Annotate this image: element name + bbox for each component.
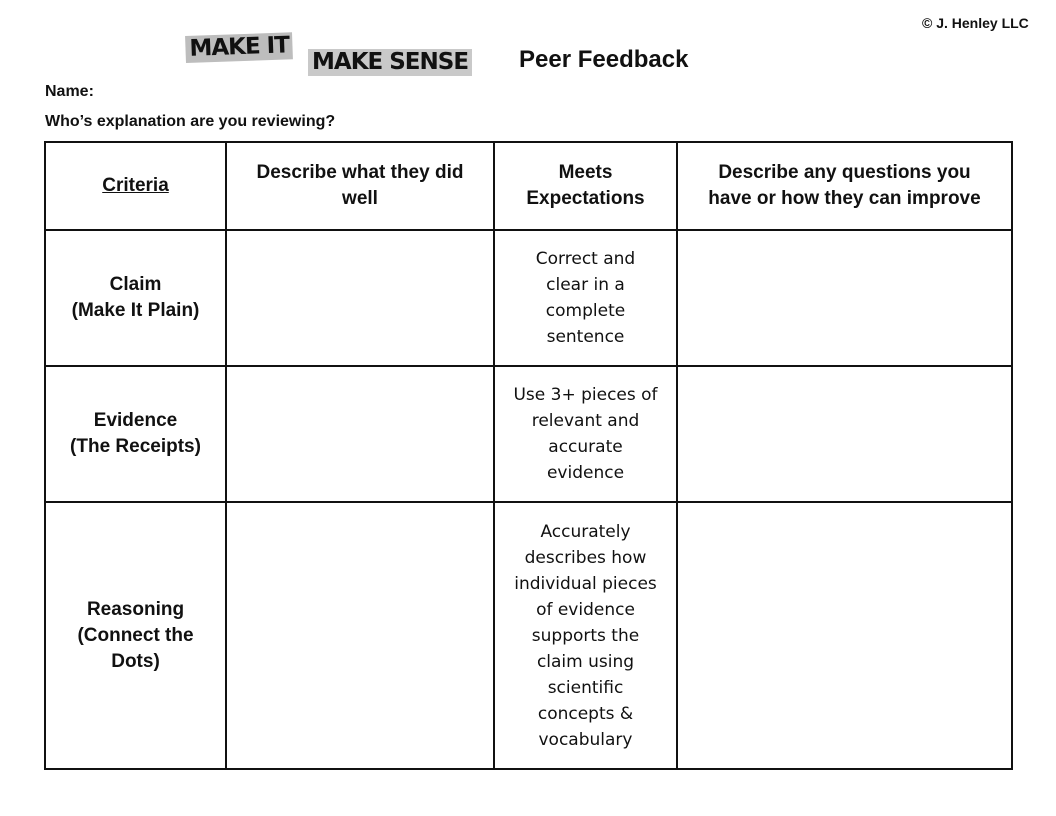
expectation-claim: Correct and clear in a complete sentence [494, 230, 677, 366]
improve-cell-evidence[interactable] [677, 366, 1012, 502]
header-criteria [45, 142, 226, 230]
feedback-rubric-table [44, 141, 1013, 770]
table-row-reasoning [45, 502, 1012, 769]
table-header-row [45, 142, 1012, 230]
improve-cell-reasoning[interactable] [677, 502, 1012, 769]
table-row-evidence [45, 366, 1012, 502]
copyright-notice: © J. Henley LLC [922, 15, 1029, 31]
criterion-evidence: Evidence (The Receipts) [45, 366, 226, 502]
name-label: Name: [45, 83, 94, 100]
expectation-reasoning: Accurately describes how individual pieces of evidence supports the claim using scientific concepts & vocabulary [494, 502, 677, 769]
header-did-well: Describe what they did well [226, 142, 494, 230]
did-well-cell-reasoning[interactable] [226, 502, 494, 769]
logo-line-2: MAKE SENSE [308, 49, 472, 76]
header-criteria-label: Criteria [102, 175, 169, 196]
did-well-cell-claim[interactable] [226, 230, 494, 366]
criterion-claim: Claim (Make It Plain) [45, 230, 226, 366]
review-target-label: Who’s explanation are you reviewing? [45, 113, 336, 130]
did-well-cell-evidence[interactable] [226, 366, 494, 502]
logo-line-1: MAKE IT [185, 32, 293, 63]
header-improve: Describe any questions you have or how they can improve [677, 142, 1012, 230]
make-it-make-sense-logo [186, 32, 496, 80]
improve-cell-claim[interactable] [677, 230, 1012, 366]
criterion-reasoning: Reasoning (Connect the Dots) [45, 502, 226, 769]
header-meets-expectations: Meets Expectations [494, 142, 677, 230]
table-row-claim [45, 230, 1012, 366]
page-title: Peer Feedback [519, 46, 689, 73]
expectation-evidence: Use 3+ pieces of relevant and accurate evidence [494, 366, 677, 502]
